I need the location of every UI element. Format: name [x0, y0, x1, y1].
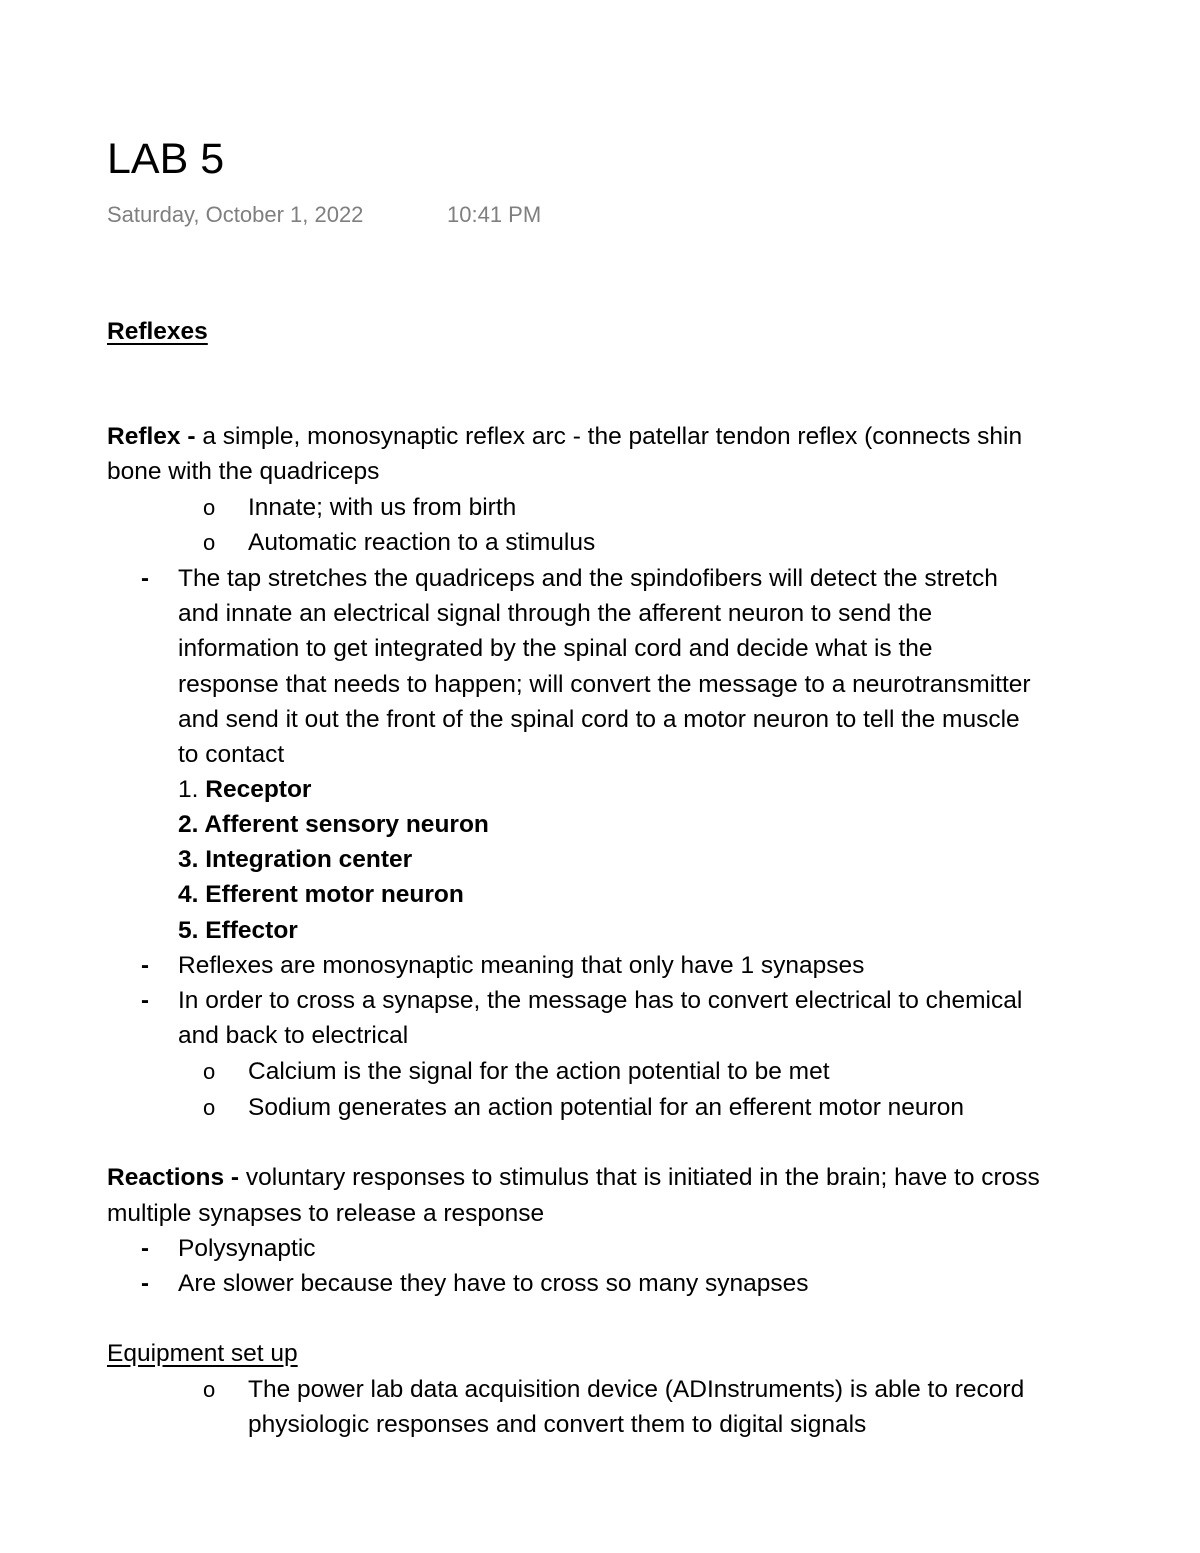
reflex-def-line1: a simple, monosynaptic reflex arc - the patellar tendon reflex (connects shin	[195, 423, 1023, 450]
bullet-marker: o	[203, 495, 216, 520]
reflex-step	[178, 807, 489, 842]
dash-text-line: and back to electrical	[178, 1022, 409, 1049]
reflex-step	[178, 772, 311, 807]
section-heading-equipment: Equipment set up	[107, 1340, 298, 1367]
reflex-definition	[107, 419, 1022, 454]
dash-marker: -	[141, 987, 149, 1014]
dash-text-line: In order to cross a synapse, the message has to convert electrical to chemical	[178, 987, 1023, 1014]
bullet-marker: o	[203, 1377, 216, 1402]
reactions-def-line1: voluntary responses to stimulus that is initiated in the brain; have to cross	[239, 1164, 1040, 1191]
dash-text-line: and send it out the front of the spinal cord to a motor neuron to tell the muscle	[178, 706, 1020, 733]
step-label: Integration center	[205, 846, 413, 873]
step-label: Efferent motor neuron	[205, 881, 464, 908]
reactions-term: Reactions -	[107, 1164, 240, 1191]
dash-marker: -	[141, 1270, 149, 1297]
equipment-item-line: physiologic responses and convert them to digital signals	[248, 1411, 867, 1438]
step-number: 2.	[178, 811, 199, 838]
step-number: 4.	[178, 881, 199, 908]
step-number: 1.	[178, 776, 199, 803]
dash-text-line: The tap stretches the quadriceps and the spindofibers will detect the stretch	[178, 565, 998, 592]
dateline	[107, 200, 542, 230]
dash-text-line: to contact	[178, 741, 285, 768]
reflex-sub-item: Innate; with us from birth	[248, 494, 517, 521]
reflex-def-line2: bone with the quadriceps	[107, 458, 380, 485]
step-number: 5.	[178, 917, 199, 944]
dash-marker: -	[141, 1235, 149, 1262]
reflex-term: Reflex -	[107, 423, 196, 450]
bullet-marker: o	[203, 1059, 216, 1084]
section-heading-reflexes: Reflexes	[107, 318, 208, 345]
reactions-def-line2: multiple synapses to release a response	[107, 1200, 545, 1227]
reflex-step	[178, 842, 412, 877]
dash-text-line: Polysynaptic	[178, 1235, 316, 1262]
dash-marker: -	[141, 952, 149, 979]
page-title: LAB 5	[107, 135, 225, 183]
dash-text-line: and innate an electrical signal through the afferent neuron to send the	[178, 600, 933, 627]
bullet-marker: o	[203, 530, 216, 555]
step-label: Receptor	[205, 776, 312, 803]
dash-text-line: Reflexes are monosynaptic meaning that only have 1 synapses	[178, 952, 865, 979]
reflex-sub-item: Sodium generates an action potential for an efferent motor neuron	[248, 1094, 964, 1121]
step-label: Afferent sensory neuron	[204, 811, 489, 838]
dash-text-line: response that needs to happen; will convert the message to a neurotransmitter	[178, 671, 1031, 698]
dash-marker: -	[141, 565, 149, 592]
equipment-item-line: The power lab data acquisition device (ADInstruments) is able to record	[248, 1376, 1025, 1403]
reflex-sub-item: Calcium is the signal for the action potential to be met	[248, 1058, 830, 1085]
reactions-definition	[107, 1160, 1040, 1195]
step-label: Effector	[205, 917, 298, 944]
bullet-marker: o	[203, 1095, 216, 1120]
dash-text-line: information to get integrated by the spinal cord and decide what is the	[178, 635, 933, 662]
date-text: Saturday, October 1, 2022	[107, 202, 364, 227]
step-number: 3.	[178, 846, 199, 873]
reflex-step	[178, 913, 298, 948]
dash-text-line: Are slower because they have to cross so many synapses	[178, 1270, 809, 1297]
reflex-sub-item: Automatic reaction to a stimulus	[248, 529, 596, 556]
time-text: 10:41 PM	[447, 202, 542, 227]
reflex-step	[178, 877, 464, 912]
